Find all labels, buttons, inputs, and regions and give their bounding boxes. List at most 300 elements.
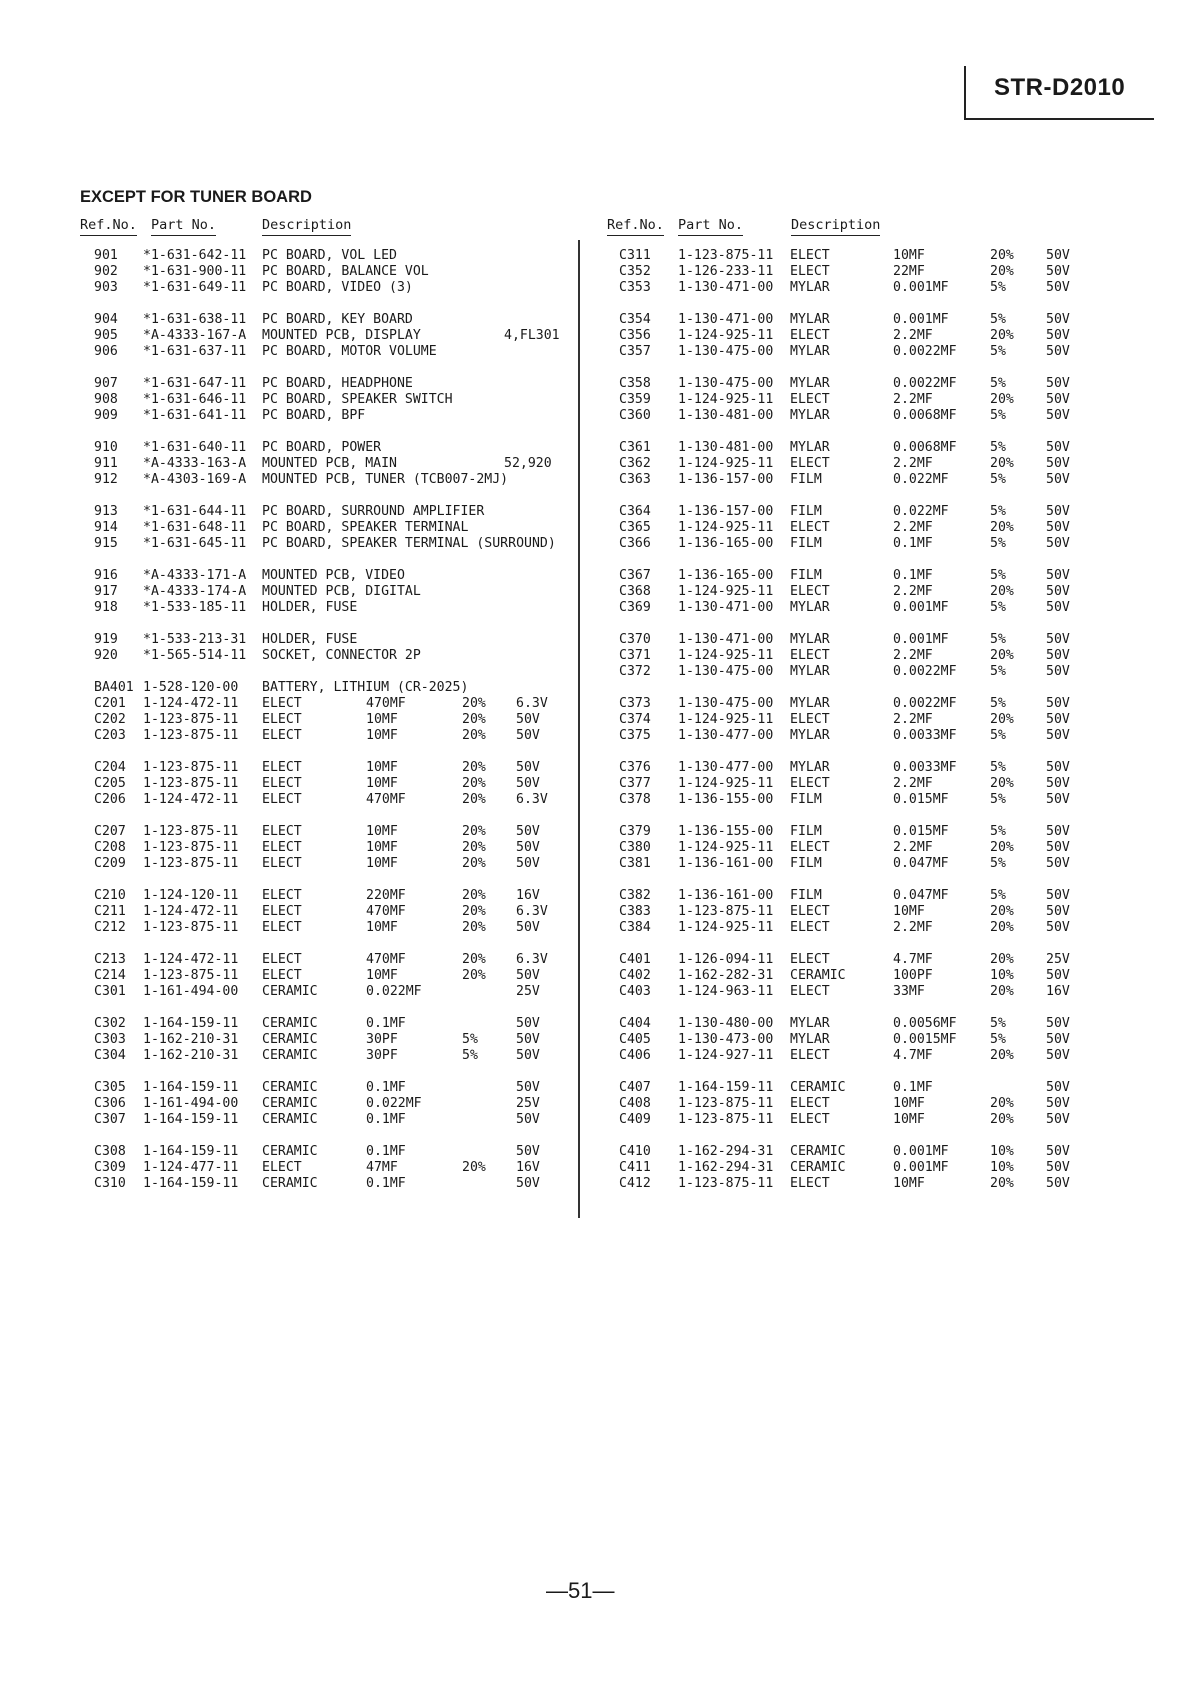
left-part-cell: 1-123-875-11 [143, 920, 239, 935]
right-volt-cell: 50V [1046, 584, 1070, 599]
right-value-cell: 0.0022MF [893, 376, 957, 391]
right-ref-cell: C382 [619, 888, 651, 903]
right-part-cell: 1-124-925-11 [678, 776, 774, 791]
right-ref-cell: C401 [619, 952, 651, 967]
left-volt-cell: 50V [516, 840, 540, 855]
right-value-cell: 0.047MF [893, 888, 949, 903]
left-value-cell: 30PF [366, 1048, 398, 1063]
left-part-cell: *1-631-641-11 [143, 408, 247, 423]
right-part-cell: 1-130-471-00 [678, 600, 774, 615]
left-tol-cell: 20% [462, 776, 486, 791]
left-ref-cell: C305 [94, 1080, 126, 1095]
right-desc-cell: ELECT [790, 776, 830, 791]
right-tol-cell: 20% [990, 1096, 1014, 1111]
left-desc-cell: MOUNTED PCB, DISPLAY [262, 328, 421, 343]
left-ref-cell: 913 [94, 504, 118, 519]
left-tol-cell: 20% [462, 856, 486, 871]
right-value-cell: 2.2MF [893, 328, 933, 343]
right-desc-cell: ELECT [790, 264, 830, 279]
right-part-cell: 1-130-477-00 [678, 728, 774, 743]
right-volt-cell: 50V [1046, 904, 1070, 919]
left-tol-cell: 20% [462, 760, 486, 775]
left-desc-cell: PC BOARD, KEY BOARD [262, 312, 413, 327]
left-tol-cell: 20% [462, 824, 486, 839]
right-desc-cell: MYLAR [790, 664, 830, 679]
right-desc-cell: ELECT [790, 648, 830, 663]
left-desc-cell: CERAMIC [262, 984, 318, 999]
right-tol-cell: 10% [990, 968, 1014, 983]
right-value-cell: 10MF [893, 248, 925, 263]
left-volt-cell: 25V [516, 984, 540, 999]
right-ref-cell: C409 [619, 1112, 651, 1127]
right-part-cell: 1-123-875-11 [678, 1096, 774, 1111]
right-value-cell: 0.1MF [893, 1080, 933, 1095]
right-ref-cell: C363 [619, 472, 651, 487]
right-value-cell: 0.0022MF [893, 344, 957, 359]
left-ref-cell: C214 [94, 968, 126, 983]
right-tol-cell: 20% [990, 456, 1014, 471]
right-value-cell: 0.001MF [893, 312, 949, 327]
left-part-cell: 1-123-875-11 [143, 728, 239, 743]
left-ref-cell: C201 [94, 696, 126, 711]
right-volt-cell: 50V [1046, 1048, 1070, 1063]
right-part-cell: 1-123-875-11 [678, 904, 774, 919]
right-part-cell: 1-136-157-00 [678, 504, 774, 519]
right-volt-cell: 50V [1046, 312, 1070, 327]
left-desc-cell: ELECT [262, 728, 302, 743]
right-value-cell: 0.001MF [893, 1160, 949, 1175]
left-part-cell: *1-631-640-11 [143, 440, 247, 455]
left-part-cell: 1-164-159-11 [143, 1176, 239, 1191]
right-value-cell: 0.0022MF [893, 696, 957, 711]
right-part-cell: 1-124-925-11 [678, 392, 774, 407]
right-ref-cell: C356 [619, 328, 651, 343]
right-part-cell: 1-164-159-11 [678, 1080, 774, 1095]
left-desc-cell: MOUNTED PCB, VIDEO [262, 568, 405, 583]
left-desc-cell: PC BOARD, SPEAKER SWITCH [262, 392, 453, 407]
left-ref-cell: C205 [94, 776, 126, 791]
left-volt-cell: 6.3V [516, 696, 548, 711]
right-tol-cell: 5% [990, 344, 1006, 359]
left-ref-cell: 915 [94, 536, 118, 551]
left-part-cell: *A-4333-163-A [143, 456, 247, 471]
right-value-cell: 0.0015MF [893, 1032, 957, 1047]
right-desc-cell: ELECT [790, 840, 830, 855]
right-volt-cell: 50V [1046, 392, 1070, 407]
right-volt-cell: 50V [1046, 248, 1070, 263]
right-desc-cell: CERAMIC [790, 1080, 846, 1095]
left-ref-cell: C207 [94, 824, 126, 839]
left-part-cell: 1-164-159-11 [143, 1144, 239, 1159]
right-ref-cell: C410 [619, 1144, 651, 1159]
right-value-cell: 2.2MF [893, 712, 933, 727]
right-volt-cell: 16V [1046, 984, 1070, 999]
right-tol-cell: 5% [990, 760, 1006, 775]
right-ref-cell: C377 [619, 776, 651, 791]
right-desc-cell: MYLAR [790, 440, 830, 455]
right-desc-cell: MYLAR [790, 1032, 830, 1047]
right-desc-cell: MYLAR [790, 1016, 830, 1031]
right-ref-cell: C408 [619, 1096, 651, 1111]
right-desc-cell: ELECT [790, 984, 830, 999]
left-value-cell: 10MF [366, 760, 398, 775]
right-volt-cell: 50V [1046, 1032, 1070, 1047]
left-ref-cell: 903 [94, 280, 118, 295]
header-desc-left: Description [262, 217, 351, 236]
right-part-cell: 1-124-927-11 [678, 1048, 774, 1063]
left-value-cell: 52,920 [504, 456, 552, 471]
right-part-cell: 1-124-925-11 [678, 328, 774, 343]
right-ref-cell: C364 [619, 504, 651, 519]
left-ref-cell: 901 [94, 248, 118, 263]
right-value-cell: 0.001MF [893, 600, 949, 615]
left-part-cell: *1-565-514-11 [143, 648, 247, 663]
left-part-cell: 1-162-210-31 [143, 1032, 239, 1047]
left-tol-cell: 5% [462, 1032, 478, 1047]
right-tol-cell: 5% [990, 792, 1006, 807]
left-ref-cell: 914 [94, 520, 118, 535]
right-value-cell: 0.015MF [893, 792, 949, 807]
right-value-cell: 0.0033MF [893, 760, 957, 775]
right-ref-cell: C360 [619, 408, 651, 423]
left-value-cell: 0.022MF [366, 1096, 422, 1111]
left-ref-cell: C209 [94, 856, 126, 871]
left-part-cell: 1-161-494-00 [143, 984, 239, 999]
right-volt-cell: 50V [1046, 776, 1070, 791]
left-value-cell: 10MF [366, 712, 398, 727]
right-value-cell: 2.2MF [893, 920, 933, 935]
right-volt-cell: 50V [1046, 1016, 1070, 1031]
right-tol-cell: 5% [990, 632, 1006, 647]
right-part-cell: 1-124-925-11 [678, 648, 774, 663]
right-tol-cell: 5% [990, 856, 1006, 871]
right-volt-cell: 50V [1046, 1096, 1070, 1111]
page-number: —51— [546, 1578, 615, 1603]
left-part-cell: *1-631-644-11 [143, 504, 247, 519]
left-volt-cell: 50V [516, 824, 540, 839]
right-desc-cell: FILM [790, 824, 822, 839]
left-volt-cell: 50V [516, 856, 540, 871]
right-volt-cell: 50V [1046, 440, 1070, 455]
right-volt-cell: 50V [1046, 376, 1070, 391]
left-ref-cell: C213 [94, 952, 126, 967]
right-tol-cell: 5% [990, 1016, 1006, 1031]
right-ref-cell: C407 [619, 1080, 651, 1095]
right-ref-cell: C361 [619, 440, 651, 455]
right-part-cell: 1-124-925-11 [678, 456, 774, 471]
right-value-cell: 4.7MF [893, 952, 933, 967]
left-value-cell: 10MF [366, 728, 398, 743]
right-volt-cell: 50V [1046, 264, 1070, 279]
left-ref-cell: C211 [94, 904, 126, 919]
right-tol-cell: 20% [990, 984, 1014, 999]
left-value-cell: 470MF [366, 904, 406, 919]
left-ref-cell: 917 [94, 584, 118, 599]
right-part-cell: 1-130-473-00 [678, 1032, 774, 1047]
column-divider [578, 240, 580, 1218]
left-part-cell: *1-631-649-11 [143, 280, 247, 295]
right-volt-cell: 50V [1046, 888, 1070, 903]
left-value-cell: 10MF [366, 776, 398, 791]
right-desc-cell: MYLAR [790, 760, 830, 775]
right-tol-cell: 20% [990, 904, 1014, 919]
right-part-cell: 1-124-963-11 [678, 984, 774, 999]
right-tol-cell: 5% [990, 504, 1006, 519]
left-desc-cell: HOLDER, FUSE [262, 600, 358, 615]
left-desc-cell: ELECT [262, 952, 302, 967]
left-part-cell: 1-123-875-11 [143, 856, 239, 871]
right-tol-cell: 10% [990, 1160, 1014, 1175]
left-value-cell: 10MF [366, 824, 398, 839]
left-value-cell: 10MF [366, 968, 398, 983]
right-tol-cell: 5% [990, 280, 1006, 295]
right-part-cell: 1-123-875-11 [678, 1112, 774, 1127]
left-part-cell: *1-631-642-11 [143, 248, 247, 263]
left-tol-cell: 20% [462, 792, 486, 807]
right-volt-cell: 50V [1046, 632, 1070, 647]
left-volt-cell: 50V [516, 1032, 540, 1047]
left-value-cell: 10MF [366, 840, 398, 855]
right-tol-cell: 5% [990, 728, 1006, 743]
right-tol-cell: 5% [990, 408, 1006, 423]
left-desc-cell: PC BOARD, BPF [262, 408, 366, 423]
right-desc-cell: CERAMIC [790, 1160, 846, 1175]
right-part-cell: 1-126-094-11 [678, 952, 774, 967]
left-ref-cell: C206 [94, 792, 126, 807]
right-desc-cell: ELECT [790, 1112, 830, 1127]
left-volt-cell: 50V [516, 1080, 540, 1095]
left-value-cell: 30PF [366, 1032, 398, 1047]
right-value-cell: 4.7MF [893, 1048, 933, 1063]
left-ref-cell: 919 [94, 632, 118, 647]
right-volt-cell: 50V [1046, 328, 1070, 343]
left-ref-cell: C210 [94, 888, 126, 903]
right-ref-cell: C404 [619, 1016, 651, 1031]
left-ref-cell: C202 [94, 712, 126, 727]
left-desc-cell: SOCKET, CONNECTOR 2P [262, 648, 421, 663]
left-ref-cell: C303 [94, 1032, 126, 1047]
right-value-cell: 2.2MF [893, 584, 933, 599]
right-volt-cell: 50V [1046, 968, 1070, 983]
right-value-cell: 0.015MF [893, 824, 949, 839]
right-tol-cell: 5% [990, 824, 1006, 839]
right-tol-cell: 20% [990, 392, 1014, 407]
right-part-cell: 1-162-294-31 [678, 1144, 774, 1159]
right-ref-cell: C403 [619, 984, 651, 999]
right-value-cell: 0.022MF [893, 472, 949, 487]
right-tol-cell: 5% [990, 312, 1006, 327]
right-ref-cell: C368 [619, 584, 651, 599]
right-ref-cell: C383 [619, 904, 651, 919]
left-part-cell: 1-124-472-11 [143, 792, 239, 807]
right-ref-cell: C380 [619, 840, 651, 855]
right-tol-cell: 20% [990, 712, 1014, 727]
right-desc-cell: ELECT [790, 1096, 830, 1111]
left-volt-cell: 50V [516, 1144, 540, 1159]
left-ref-cell: C310 [94, 1176, 126, 1191]
right-ref-cell: C375 [619, 728, 651, 743]
left-part-cell: 1-162-210-31 [143, 1048, 239, 1063]
right-ref-cell: C369 [619, 600, 651, 615]
left-ref-cell: C208 [94, 840, 126, 855]
left-part-cell: 1-164-159-11 [143, 1112, 239, 1127]
left-volt-cell: 50V [516, 1112, 540, 1127]
right-desc-cell: ELECT [790, 920, 830, 935]
right-tol-cell: 20% [990, 776, 1014, 791]
left-tol-cell: 20% [462, 1160, 486, 1175]
left-part-cell: *1-631-645-11 [143, 536, 247, 551]
left-part-cell: 1-124-120-11 [143, 888, 239, 903]
right-desc-cell: FILM [790, 536, 822, 551]
right-desc-cell: FILM [790, 504, 822, 519]
left-part-cell: 1-528-120-00 [143, 680, 239, 695]
left-ref-cell: C306 [94, 1096, 126, 1111]
left-tol-cell: 20% [462, 904, 486, 919]
left-ref-cell: 907 [94, 376, 118, 391]
left-volt-cell: 16V [516, 1160, 540, 1175]
left-desc-cell: CERAMIC [262, 1032, 318, 1047]
left-part-cell: 1-123-875-11 [143, 968, 239, 983]
right-tol-cell: 5% [990, 568, 1006, 583]
left-ref-cell: 918 [94, 600, 118, 615]
right-part-cell: 1-136-157-00 [678, 472, 774, 487]
right-desc-cell: MYLAR [790, 344, 830, 359]
left-volt-cell: 50V [516, 728, 540, 743]
left-desc-cell: CERAMIC [262, 1048, 318, 1063]
left-part-cell: 1-123-875-11 [143, 824, 239, 839]
left-part-cell: *1-631-900-11 [143, 264, 247, 279]
left-desc-cell: ELECT [262, 968, 302, 983]
right-value-cell: 33MF [893, 984, 925, 999]
right-ref-cell: C379 [619, 824, 651, 839]
left-ref-cell: 904 [94, 312, 118, 327]
left-tol-cell: 20% [462, 968, 486, 983]
left-volt-cell: 16V [516, 888, 540, 903]
right-volt-cell: 50V [1046, 840, 1070, 855]
left-desc-cell: CERAMIC [262, 1112, 318, 1127]
left-ref-cell: 905 [94, 328, 118, 343]
right-ref-cell: C354 [619, 312, 651, 327]
left-ref-cell: 916 [94, 568, 118, 583]
right-part-cell: 1-162-282-31 [678, 968, 774, 983]
left-value-cell: 0.1MF [366, 1112, 406, 1127]
right-value-cell: 2.2MF [893, 776, 933, 791]
right-ref-cell: C373 [619, 696, 651, 711]
right-ref-cell: C366 [619, 536, 651, 551]
left-value-cell: 10MF [366, 856, 398, 871]
right-volt-cell: 50V [1046, 728, 1070, 743]
right-part-cell: 1-136-165-00 [678, 568, 774, 583]
left-tol-cell: 20% [462, 952, 486, 967]
left-part-cell: 1-124-472-11 [143, 904, 239, 919]
right-part-cell: 1-130-475-00 [678, 696, 774, 711]
left-part-cell: 1-164-159-11 [143, 1080, 239, 1095]
right-part-cell: 1-124-925-11 [678, 840, 774, 855]
right-volt-cell: 50V [1046, 792, 1070, 807]
left-ref-cell: BA401 [94, 680, 134, 695]
left-ref-cell: 906 [94, 344, 118, 359]
right-part-cell: 1-124-925-11 [678, 712, 774, 727]
right-desc-cell: MYLAR [790, 696, 830, 711]
right-tol-cell: 10% [990, 1144, 1014, 1159]
right-tol-cell: 5% [990, 696, 1006, 711]
left-ref-cell: 911 [94, 456, 118, 471]
left-desc-cell: CERAMIC [262, 1096, 318, 1111]
right-tol-cell: 20% [990, 328, 1014, 343]
right-tol-cell: 5% [990, 376, 1006, 391]
right-tol-cell: 20% [990, 584, 1014, 599]
right-volt-cell: 50V [1046, 536, 1070, 551]
right-ref-cell: C372 [619, 664, 651, 679]
left-value-cell: 470MF [366, 792, 406, 807]
right-value-cell: 0.047MF [893, 856, 949, 871]
left-part-cell: 1-123-875-11 [143, 712, 239, 727]
left-volt-cell: 50V [516, 1016, 540, 1031]
left-ref-cell: C307 [94, 1112, 126, 1127]
left-desc-cell: CERAMIC [262, 1080, 318, 1095]
left-value-cell: 0.022MF [366, 984, 422, 999]
right-desc-cell: FILM [790, 792, 822, 807]
left-part-cell: 1-123-875-11 [143, 760, 239, 775]
left-ref-cell: 909 [94, 408, 118, 423]
right-value-cell: 2.2MF [893, 648, 933, 663]
left-volt-cell: 50V [516, 1048, 540, 1063]
right-value-cell: 0.0068MF [893, 408, 957, 423]
right-part-cell: 1-124-925-11 [678, 920, 774, 935]
right-desc-cell: FILM [790, 472, 822, 487]
right-desc-cell: MYLAR [790, 728, 830, 743]
right-value-cell: 10MF [893, 1176, 925, 1191]
left-desc-cell: ELECT [262, 1160, 302, 1175]
right-volt-cell: 50V [1046, 856, 1070, 871]
left-value-cell: 10MF [366, 920, 398, 935]
right-desc-cell: MYLAR [790, 600, 830, 615]
right-value-cell: 0.0056MF [893, 1016, 957, 1031]
left-volt-cell: 50V [516, 920, 540, 935]
right-value-cell: 2.2MF [893, 392, 933, 407]
left-desc-cell: ELECT [262, 712, 302, 727]
right-part-cell: 1-124-925-11 [678, 584, 774, 599]
right-desc-cell: CERAMIC [790, 968, 846, 983]
right-part-cell: 1-130-480-00 [678, 1016, 774, 1031]
left-desc-cell: PC BOARD, POWER [262, 440, 382, 455]
left-part-cell: 1-164-159-11 [143, 1016, 239, 1031]
right-volt-cell: 50V [1046, 1176, 1070, 1191]
right-volt-cell: 50V [1046, 520, 1070, 535]
left-tol-cell: 20% [462, 888, 486, 903]
right-value-cell: 0.0022MF [893, 664, 957, 679]
left-part-cell: *1-631-646-11 [143, 392, 247, 407]
right-tol-cell: 5% [990, 600, 1006, 615]
left-part-cell: *A-4333-171-A [143, 568, 247, 583]
right-volt-cell: 50V [1046, 1160, 1070, 1175]
left-part-cell: *1-631-638-11 [143, 312, 247, 327]
left-ref-cell: C304 [94, 1048, 126, 1063]
left-ref-cell: 920 [94, 648, 118, 663]
right-part-cell: 1-130-475-00 [678, 344, 774, 359]
left-value-cell: 470MF [366, 952, 406, 967]
right-tol-cell: 5% [990, 472, 1006, 487]
header-desc-right: Description [791, 217, 880, 236]
right-value-cell: 10MF [893, 904, 925, 919]
right-desc-cell: MYLAR [790, 632, 830, 647]
left-ref-cell: C308 [94, 1144, 126, 1159]
left-ref-cell: C301 [94, 984, 126, 999]
right-tol-cell: 20% [990, 520, 1014, 535]
right-ref-cell: C365 [619, 520, 651, 535]
left-tol-cell: 20% [462, 920, 486, 935]
right-desc-cell: CERAMIC [790, 1144, 846, 1159]
